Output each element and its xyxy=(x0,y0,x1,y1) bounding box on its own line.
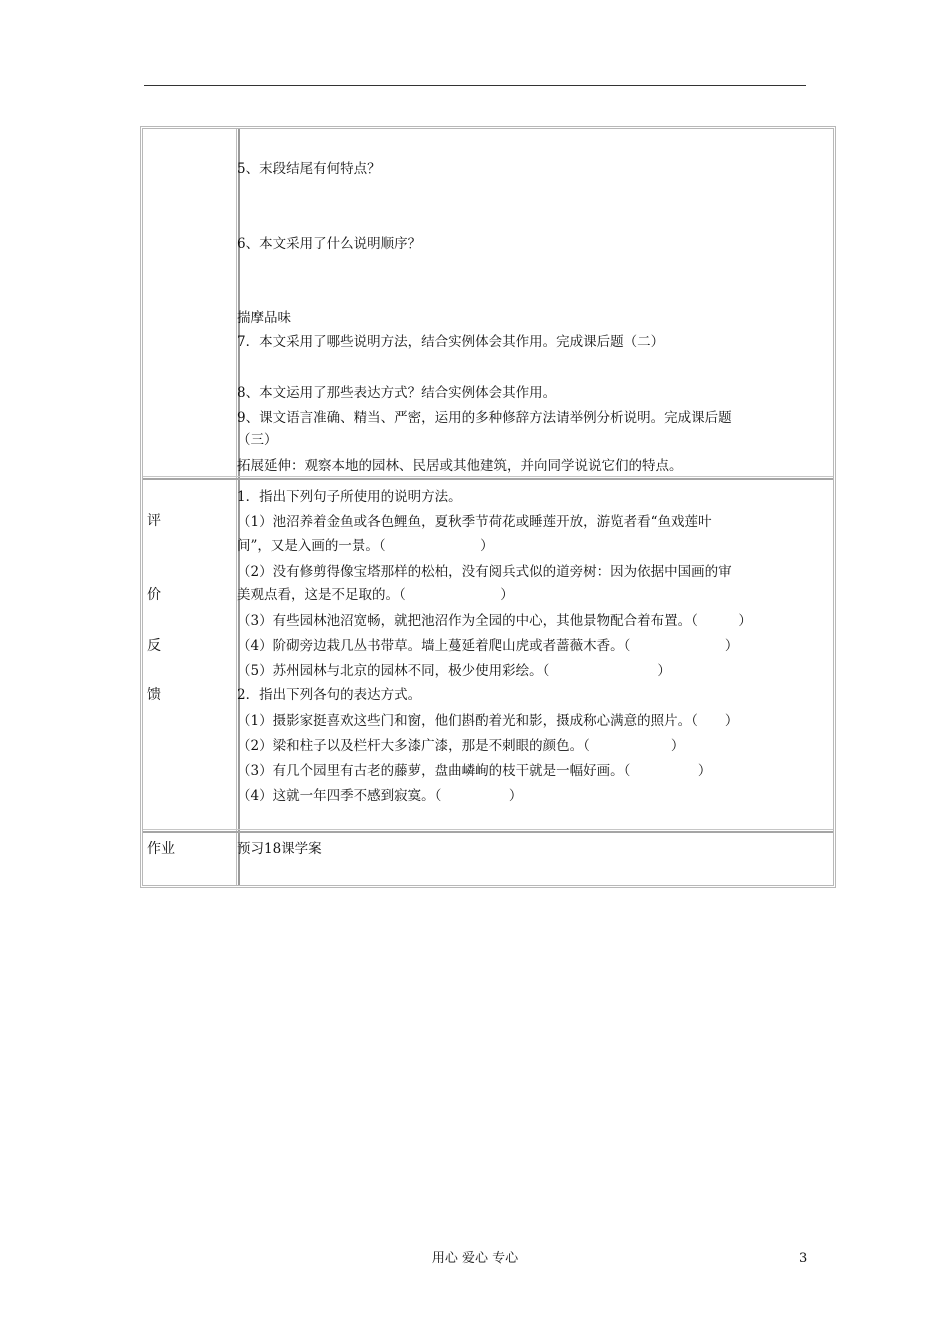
label-char-1: 评 xyxy=(147,513,161,529)
footer-motto: 用心 爱心 专心 xyxy=(431,1251,519,1266)
eval-heading-2: 2．指出下列各句的表达方式。 xyxy=(237,687,422,703)
lesson-table xyxy=(140,126,836,888)
eval-item-2-1: （1）摄影家挺喜欢这些门和窗，他们斟酌着光和影，摄成称心满意的照片。（ ） xyxy=(237,713,739,729)
homework-content: 预习18课学案 xyxy=(237,841,322,857)
question-8: 8、本文运用了那些表达方式？结合实例体会其作用。 xyxy=(237,385,557,401)
eval-heading-1: 1．指出下列句子所使用的说明方法。 xyxy=(237,489,462,505)
question-7: 7．本文采用了哪些说明方法，结合实例体会其作用。完成课后题（二） xyxy=(237,334,665,350)
eval-item-1-2-cont: 美观点看，这是不足取的。（ ） xyxy=(237,587,514,603)
row-divider-2 xyxy=(143,829,833,833)
eval-item-1-3: （3）有些园林池沼宽畅，就把池沼作为全园的中心，其他景物配合着布置。（ ） xyxy=(237,613,752,629)
label-char-3: 反 xyxy=(147,638,161,654)
eval-item-1-2: （2）没有修剪得像宝塔那样的松柏，没有阅兵式似的道旁树：因为依据中国画的审 xyxy=(237,564,732,580)
subheading-savor: 揣摩品味 xyxy=(237,310,291,326)
header-rule xyxy=(144,85,806,86)
eval-item-2-4: （4）这就一年四季不感到寂寞。（ ） xyxy=(237,788,523,804)
question-5: 5、末段结尾有何特点？ xyxy=(237,161,381,177)
row-divider-1 xyxy=(143,476,833,480)
extension-task: 拓展延伸：观察本地的园林、民居或其他建筑，并向同学说说它们的特点。 xyxy=(237,458,683,474)
eval-item-1-1: （1）池沼养着金鱼或各色鲤鱼，夏秋季节荷花或睡莲开放，游览者看“鱼戏莲叶 xyxy=(237,514,712,530)
question-6: 6、本文采用了什么说明顺序？ xyxy=(237,236,422,252)
eval-item-1-1-cont: 间”，又是入画的一景。（ ） xyxy=(237,538,494,554)
eval-item-1-5: （5）苏州园林与北京的园林不同，极少使用彩绘。（ ） xyxy=(237,663,671,679)
eval-item-2-2: （2）梁和柱子以及栏杆大多漆广漆，那是不刺眼的颜色。（ ） xyxy=(237,738,685,754)
question-9-cont: （三） xyxy=(237,432,278,448)
eval-item-1-4: （4）阶砌旁边栽几丛书带草。墙上蔓延着爬山虎或者蔷薇木香。（ ） xyxy=(237,638,739,654)
eval-item-2-3: （3）有几个园里有古老的藤萝，盘曲嶙峋的枝干就是一幅好画。（ ） xyxy=(237,763,712,779)
label-char-4: 馈 xyxy=(147,687,161,703)
page-number: 3 xyxy=(799,1251,808,1266)
label-char-2: 价 xyxy=(147,587,161,603)
homework-label: 作业 xyxy=(147,841,175,857)
question-9: 9、课文语言准确、精当、严密，运用的多种修辞方法请举例分析说明。完成课后题 xyxy=(237,410,732,426)
